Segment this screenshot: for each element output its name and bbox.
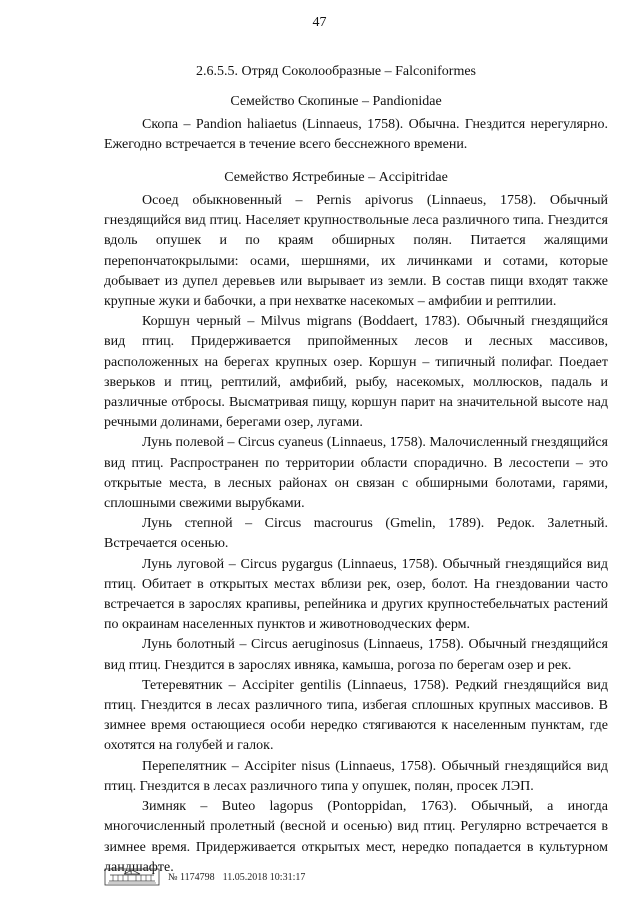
species-paragraph: Перепелятник – Accipiter nisus (Linnaeus, 1758). Обычный гнездящийся вид птиц. Гнездится в лесах различного типа у опушек, полян, просек ЛЭП.	[104, 758, 608, 794]
family-pandionidae-text	[104, 115, 608, 155]
order-heading: 2.6.5.5. Отряд Соколообразные – Falconiformes	[195, 64, 477, 79]
document-number: № 1174798	[168, 871, 215, 883]
document-datetime: 11.05.2018 10:31:17	[222, 871, 306, 883]
family-accipitridae-text	[104, 191, 608, 878]
species-paragraph: Лунь луговой – Circus pygargus (Linnaeus, 1758). Обычный гнездящийся вид птиц. Обитает в открытых местах вблизи рек, озер, болот. На гнездовании часто встречается в зарослях крапивы, репейника и других крупностебельчатых растений по окраинам населенных пунктов и животноводческих ферм.	[104, 556, 608, 633]
document-footer	[104, 866, 305, 888]
family-heading-accipitridae: Семейство Ястребиные – Accipitridae	[224, 170, 448, 185]
species-paragraph: Осоед обыкновенный – Pernis apivorus (Linnaeus, 1758). Обычный гнездящийся вид птиц. Населяет крупноствольные леса различного типа. Гнездится вдоль опушек и по краям обширных полян. Питается жалящими перепончатокрылыми: осами, шершнями, их личинками и сотами, которые добывает из дупел деревьев или вырывает из земли. В состав пищи входят также крупные жуки и бабочки, а при нехватке насекомых – амфибии и рептилии.	[104, 193, 608, 310]
species-paragraph: Тетеревятник – Accipiter gentilis (Linnaeus, 1758). Редкий гнездящийся вид птиц. Гнездится в лесах различного типа, избегая сплошных крупных массивов. В зимнее время остающиеся особи нередко стягиваются к населенным пунктам, где охотятся на голубей и галок.	[104, 677, 608, 754]
page-number: 47	[312, 15, 327, 30]
family-heading-pandionidae: Семейство Скопиные – Pandionidae	[230, 94, 442, 109]
species-paragraph: Скопа – Pandion haliaetus (Linnaeus, 1758). Обычна. Гнездится нерегулярно. Ежегодно встречается в течение всего бесснежного времени.	[104, 117, 608, 153]
species-paragraph: Лунь полевой – Circus cyaneus (Linnaeus, 1758). Малочисленный гнездящийся вид птиц. Распространен по территории области спорадично. В лесостепи – это открытые места, в лесных районах он связан с обширными болотами, гарями, сплошными свежими вырубками.	[104, 435, 608, 512]
species-paragraph: Лунь степной – Circus macrourus (Gmelin, 1789). Редок. Залетный. Встречается осенью.	[104, 516, 608, 552]
species-paragraph: Коршун черный – Milvus migrans (Boddaert, 1783). Обычный гнездящийся вид птиц. Придерживается припойменных лесов и лесных массивов, расположенных на берегах крупных озер. Коршун – типичный полифаг. Поедает зверьков и птиц, рептилий, амфибий, рыбу, насекомых, моллюсков, падаль и различные отбросы. Высматривая пищу, коршун парит на значительной высоте над речными долинами, берегами озер, лугами.	[104, 314, 608, 431]
parliament-building-stamp-icon	[104, 868, 160, 886]
species-paragraph: Лунь болотный – Circus aeruginosus (Linnaeus, 1758). Обычный гнездящийся вид птиц. Гнездится в зарослях ивняка, камыша, рогоза по берегам озер и рек.	[104, 637, 608, 673]
species-paragraph: Зимняк – Buteo lagopus (Pontoppidan, 1763). Обычный, а иногда многочисленный пролетный (весной и осенью) вид птиц. Регулярно встречается в зимнее время. Придерживается открытых мест, нередко попадается в культурном ландшафте.	[104, 799, 608, 875]
